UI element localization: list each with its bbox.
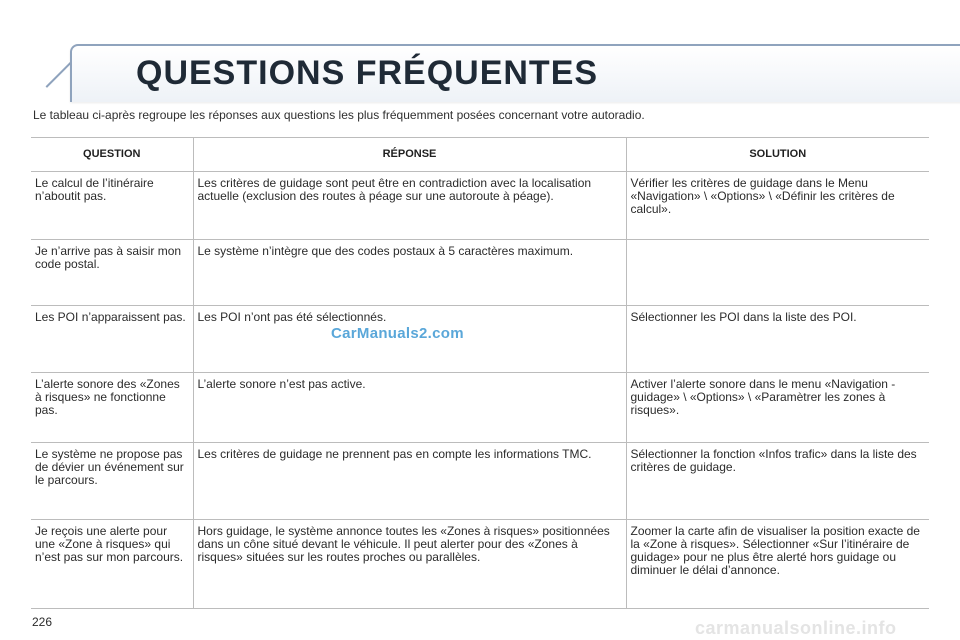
solution-cell: Sélectionner la fonction «Infos trafic» dans la liste des critères de guidage. xyxy=(626,443,929,520)
header-solution: SOLUTION xyxy=(626,138,929,172)
table-row xyxy=(31,172,929,240)
question-cell: Le système ne propose pas de dévier un événement sur le parcours. xyxy=(31,443,193,520)
question-cell: Je reçois une alerte pour une «Zone à risques» qui n’est pas sur mon parcours. xyxy=(31,520,193,609)
table-row xyxy=(31,373,929,443)
solution-cell: Activer l’alerte sonore dans le menu «Navigation - guidage» \ «Options» \ «Paramètrer les zones à risques». xyxy=(626,373,929,443)
solution-cell xyxy=(626,240,929,306)
answer-cell: Hors guidage, le système annonce toutes les «Zones à risques» positionnées dans un cône situé devant le véhicule. Il peut alerter pour des «Zones à risques» situées sur les routes proches ou parallèles. xyxy=(193,520,626,609)
solution-cell: Zoomer la carte afin de visualiser la position exacte de la «Zone à risques». Sélectionner «Sur l’itinéraire de guidage» pour ne plus être alerté hors guidage ou diminuer le délai d’annonce. xyxy=(626,520,929,609)
watermark-link[interactable]: CarManuals2.com xyxy=(331,325,464,342)
page-number: 226 xyxy=(32,615,53,629)
answer-cell: Le système n’intègre que des codes postaux à 5 caractères maximum. xyxy=(193,240,626,306)
intro-text: Le tableau ci-après regroupe les réponses aux questions les plus fréquemment posées concernant votre autoradio. xyxy=(33,108,645,122)
question-cell: L’alerte sonore des «Zones à risques» ne fonctionne pas. xyxy=(31,373,193,443)
table-row xyxy=(31,520,929,609)
answer-cell: Les critères de guidage ne prennent pas en compte les informations TMC. xyxy=(193,443,626,520)
header-answer: RÉPONSE xyxy=(193,138,626,172)
table-header-row xyxy=(31,138,929,172)
page-title: QUESTIONS FRÉQUENTES xyxy=(136,54,599,92)
question-cell: Les POI n’apparaissent pas. xyxy=(31,306,193,373)
solution-cell: Sélectionner les POI dans la liste des POI. xyxy=(626,306,929,373)
question-cell: Le calcul de l’itinéraire n’aboutit pas. xyxy=(31,172,193,240)
faq-table xyxy=(31,137,929,609)
answer-cell: Les POI n’ont pas été sélectionnés. xyxy=(193,306,626,373)
answer-cell: Les critères de guidage sont peut être en contradiction avec la localisation actuelle (exclusion des routes à péage sur une autoroute à péage). xyxy=(193,172,626,240)
answer-cell: L’alerte sonore n’est pas active. xyxy=(193,373,626,443)
table-row xyxy=(31,306,929,373)
site-watermark: carmanualsonline.info xyxy=(695,618,897,638)
table-row xyxy=(31,443,929,520)
solution-cell: Vérifier les critères de guidage dans le Menu «Navigation» \ «Options» \ «Définir les critères de calcul». xyxy=(626,172,929,240)
header-question: QUESTION xyxy=(31,138,193,172)
question-cell: Je n’arrive pas à saisir mon code postal. xyxy=(31,240,193,306)
table-row xyxy=(31,240,929,306)
